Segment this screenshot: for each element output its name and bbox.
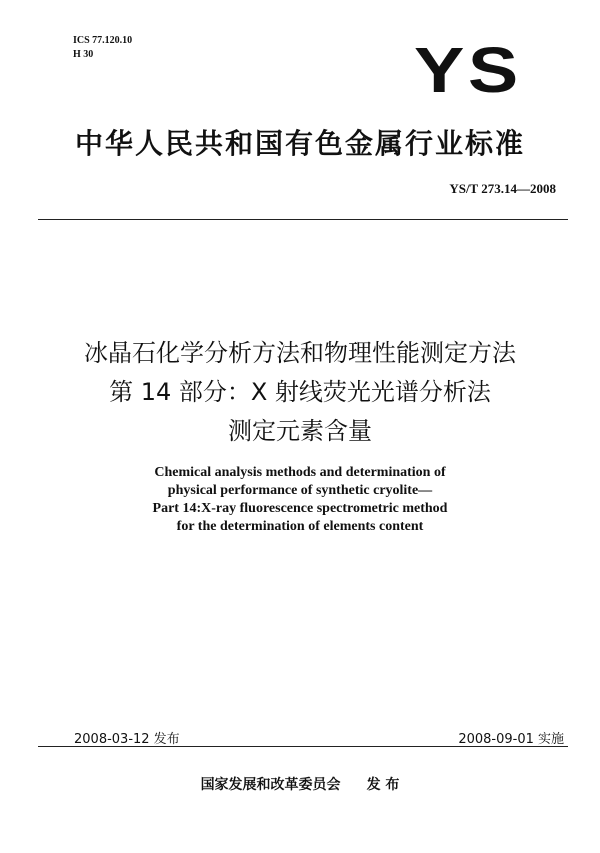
- organization-title: 中华人民共和国有色金属行业标准: [74, 127, 525, 160]
- english-title-line-4: for the determination of elements content: [176, 519, 424, 534]
- bottom-divider: [38, 746, 568, 747]
- ys-logo: YS: [414, 34, 522, 106]
- top-divider: [38, 219, 568, 220]
- ccs-code: H 30: [73, 49, 94, 60]
- english-title-line-3: Part 14:X-ray fluorescence spectrometric method: [152, 501, 448, 516]
- english-title-line-2: physical performance of synthetic cryolite—: [167, 483, 433, 498]
- publisher-line: [0, 774, 600, 794]
- chinese-title-line-2: 第 14 部分：X 射线荧光光谱分析法: [109, 378, 491, 406]
- implementation-date: 2008-09-01 实施: [458, 732, 564, 747]
- english-title-line-1: Chemical analysis methods and determination of: [154, 465, 446, 480]
- ics-code: ICS 77.120.10: [73, 35, 133, 46]
- chinese-title-line-3: 测定元素含量: [228, 417, 372, 445]
- issue-date: 2008-03-12 发布: [74, 732, 180, 747]
- classification-codes: [73, 34, 132, 62]
- chinese-title-line-1: 冰晶石化学分析方法和物理性能测定方法: [84, 339, 516, 367]
- publisher-label: 发 布: [366, 777, 400, 793]
- publisher-name: 国家发展和改革委员会: [200, 777, 341, 793]
- chinese-title: [0, 334, 600, 451]
- english-title: [0, 464, 600, 536]
- standard-number: YS/T 273.14—2008: [449, 181, 556, 196]
